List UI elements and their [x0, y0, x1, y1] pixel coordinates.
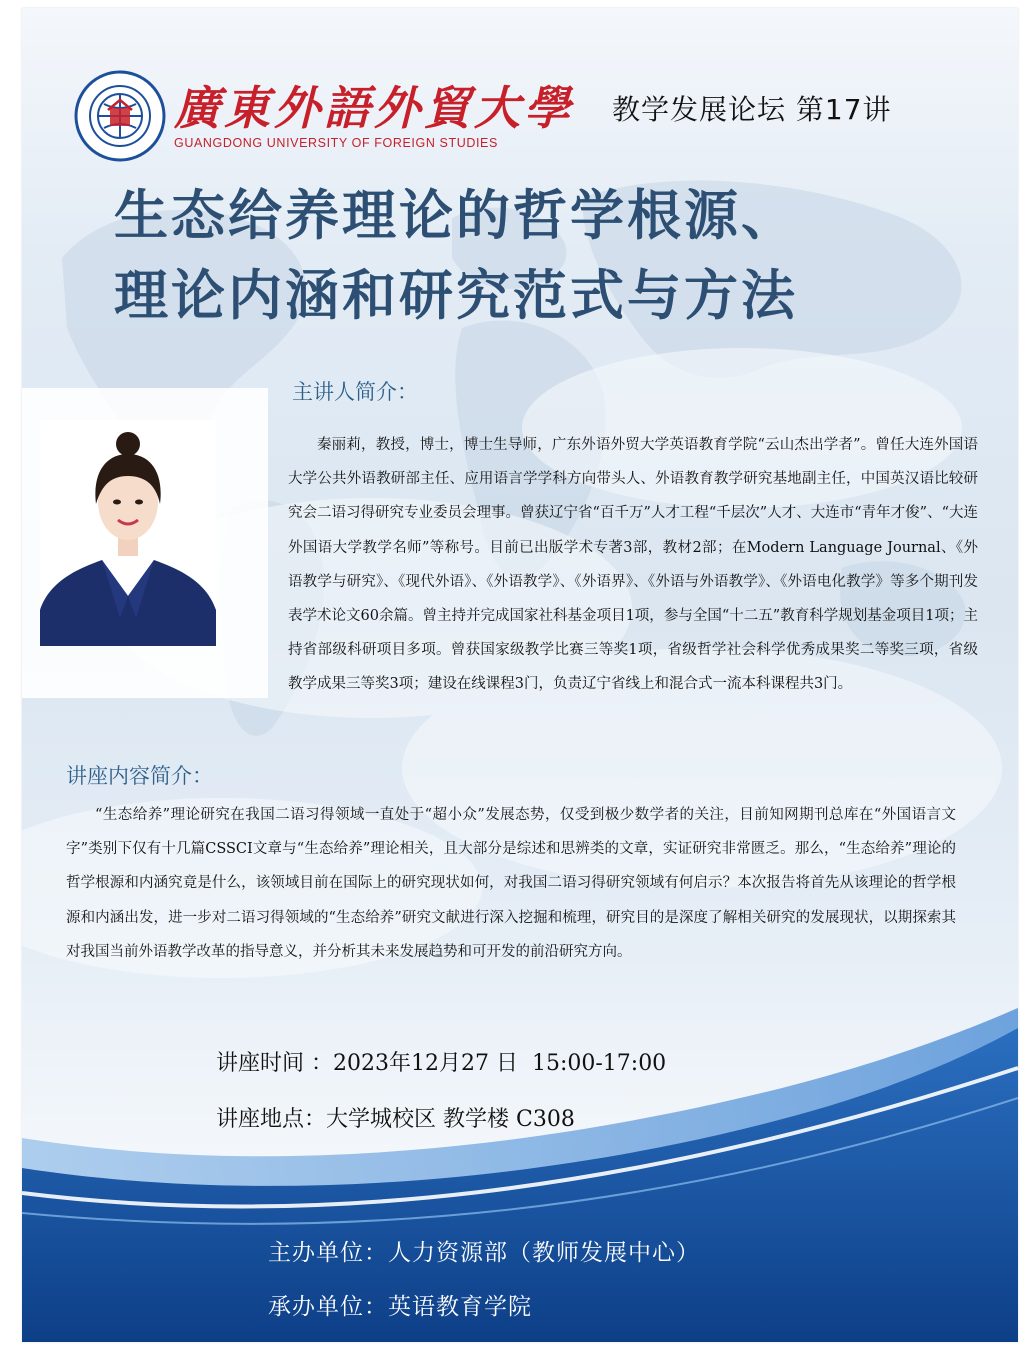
speaker-bio: 秦丽莉，教授，博士，博士生导师，广东外语外贸大学英语教育学院“云山杰出学者”。曾任大连外国语大学公共外语教研部主任、应用语言学学科方向带头人、外语教育教学研究基地副主任，中国英汉语比较研究会二语习得研究专业委员会理事。曾获辽宁省“百千万”人才工程“千层次”人才、大连市“青年才俊”、“大连外国语大学教学名师”等称号。目前已出版学术专著3部，教材2部；在Modern Language Journal、《外语教学与研究》、《现代外语》、《外语教学》、《外语界》、《外语与外语教学》、《外语电化教学》等多个期刊发表学术论文60余篇。曾主持并完成国家社科基金项目1项，参与全国“十二五”教育科学规划基金项目1项；主持省部级科研项目多项。曾获国家级教学比赛三等奖1项，省级哲学社会科学优秀成果奖二等奖三项，省级教学成果三等奖3项；建设在线课程3门，负责辽宁省线上和混合式一流本科课程共3门。: [288, 437, 978, 693]
host-organizer: 主办单位：人力资源部（教师发展中心）: [268, 1240, 700, 1266]
university-seal-icon: [74, 70, 166, 162]
university-name-en: GUANGDONG UNIVERSITY OF FOREIGN STUDIES: [174, 136, 498, 150]
speaker-bio-heading: 主讲人简介：: [292, 380, 418, 404]
poster: [22, 8, 1018, 1342]
title-line-2: 理论内涵和研究范式与方法: [114, 264, 798, 327]
university-name-cn: 廣東外語外貿大學: [174, 81, 574, 135]
speaker-photo: [40, 420, 216, 646]
lecture-summary-heading: 讲座内容简介：: [66, 764, 213, 788]
lecture-time: 讲座时间 ：2023年12月27 日 15:00-17:00: [216, 1051, 667, 1076]
lecture-summary: “生态给养”理论研究在我国二语习得领域一直处于“超小众”发展态势，仅受到极少数学者的关注，目前知网期刊总库在“外国语言文字”类别下仅有十几篇CSSCI文章与“生态给养”理论相关，且大部分是综述和思辨类的文章，实证研究非常匮乏。那么，“生态给养”理论的哲学根源和内涵究竟是什么，该领域目前在国际上的研究现状如何，对我国二语习得研究领域有何启示？本次报告将首先从该理论的哲学根源和内涵出发，进一步对二语习得领域的“生态给养”研究文献进行深入挖掘和梳理，研究目的是深度了解相关研究的发展现状，以期探索其对我国当前外语教学改革的指导意义，并分析其未来发展趋势和可开发的前沿研究方向。: [66, 807, 956, 960]
lecture-location: 讲座地点：大学城校区 教学楼 C308: [216, 1107, 575, 1132]
university-logo: [74, 70, 574, 162]
co-organizer: 承办单位：英语教育学院: [268, 1294, 532, 1320]
title-line-1: 生态给养理论的哲学根源、: [114, 184, 798, 247]
lecture-title: [114, 176, 994, 336]
forum-series-label: 教学发展论坛 第17讲: [612, 93, 892, 126]
